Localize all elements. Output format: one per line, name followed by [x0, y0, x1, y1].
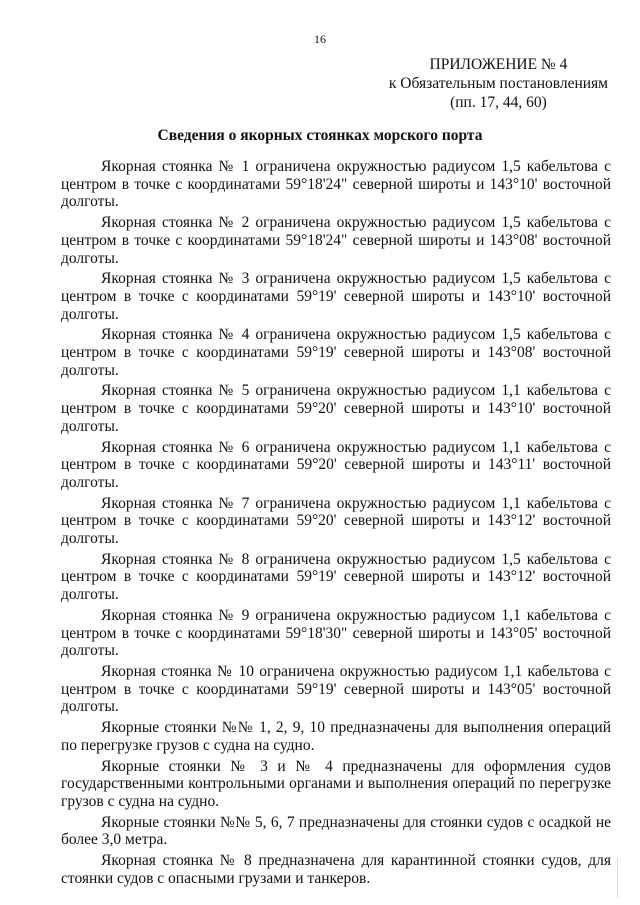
appendix-header	[389, 55, 608, 112]
paragraph-anchorage-7: Якорная стоянка № 7 ограничена окружностью радиусом 1,1 кабельтова с центром в точке с координатами 59°20' северной широты и 143°12' восточной долготы.	[61, 494, 611, 548]
paragraph-quarantine: Якорная стоянка № 8 предназначена для карантинной стоянки судов, для стоянки судов с опасными грузами и танкеров.	[61, 852, 611, 887]
paragraph-anchorage-3: Якорная стоянка № 3 ограничена окружностью радиусом 1,5 кабельтова с центром в точке с координатами 59°19' северной широты и 143°10' восточной долготы.	[61, 270, 611, 323]
paragraph-anchorage-6: Якорная стоянка № 6 ограничена окружностью радиусом 1,1 кабельтова с центром в точке с координатами 59°20' северной широты и 143°11' восточной долготы.	[61, 438, 611, 491]
paragraph-anchorage-1: Якорная стоянка № 1 ограничена окружностью радиусом 1,5 кабельтова с центром в точке с координатами 59°18'24" северной широты и 143°10' восточной долготы.	[61, 158, 611, 211]
appendix-clauses: (пп. 17, 44, 60)	[450, 94, 547, 111]
document-title: Сведения о якорных стоянках морского порта	[157, 127, 483, 144]
paragraph-anchorage-2: Якорная стоянка № 2 ограничена окружностью радиусом 1,5 кабельтова с центром в точке с координатами 59°18'24" северной широты и 143°08' восточной долготы.	[61, 214, 611, 267]
paragraph-anchorage-5: Якорная стоянка № 5 ограничена окружностью радиусом 1,1 кабельтова с центром в точке с координатами 59°20' северной широты и 143°10' восточной долготы.	[61, 382, 611, 435]
paragraph-anchorage-9: Якорная стоянка № 9 ограничена окружностью радиусом 1,1 кабельтова с центром в точке с координатами 59°18'30" северной широты и 143°05' восточной долготы.	[61, 606, 611, 660]
paragraph-anchorage-10: Якорная стоянка № 10 ограничена окружностью радиусом 1,1 кабельтова с центром в точке с координатами 59°19' северной широты и 143°05' восточной долготы.	[61, 662, 611, 716]
paragraph-anchorage-4: Якорная стоянка № 4 ограничена окружностью радиусом 1,5 кабельтова с центром в точке с координатами 59°19' северной широты и 143°08' восточной долготы.	[61, 326, 611, 379]
page-number: 16	[314, 32, 326, 46]
paragraph-transshipment: Якорные стоянки №№ 1, 2, 9, 10 предназначены для выполнения операций по перегрузке грузов с судна на судно.	[61, 719, 611, 754]
document-body	[61, 158, 611, 887]
paragraph-anchorage-8: Якорная стоянка № 8 ограничена окружностью радиусом 1,5 кабельтова с центром в точке с координатами 59°19' северной широты и 143°12' восточной долготы.	[61, 550, 611, 604]
appendix-reference: к Обязательным постановлениям	[388, 75, 608, 92]
paragraph-draft-limit: Якорные стоянки №№ 5, 6, 7 предназначены для стоянки судов с осадкой не более 3,0 метра.	[61, 813, 611, 849]
paragraph-inspection: Якорные стоянки № 3 и № 4 предназначены для оформления судов государственными контрольными органами и выполнения операций по перегрузке грузов с судна на судно.	[61, 757, 611, 810]
appendix-heading: ПРИЛОЖЕНИЕ № 4	[429, 56, 568, 73]
scan-artifact	[617, 858, 618, 898]
